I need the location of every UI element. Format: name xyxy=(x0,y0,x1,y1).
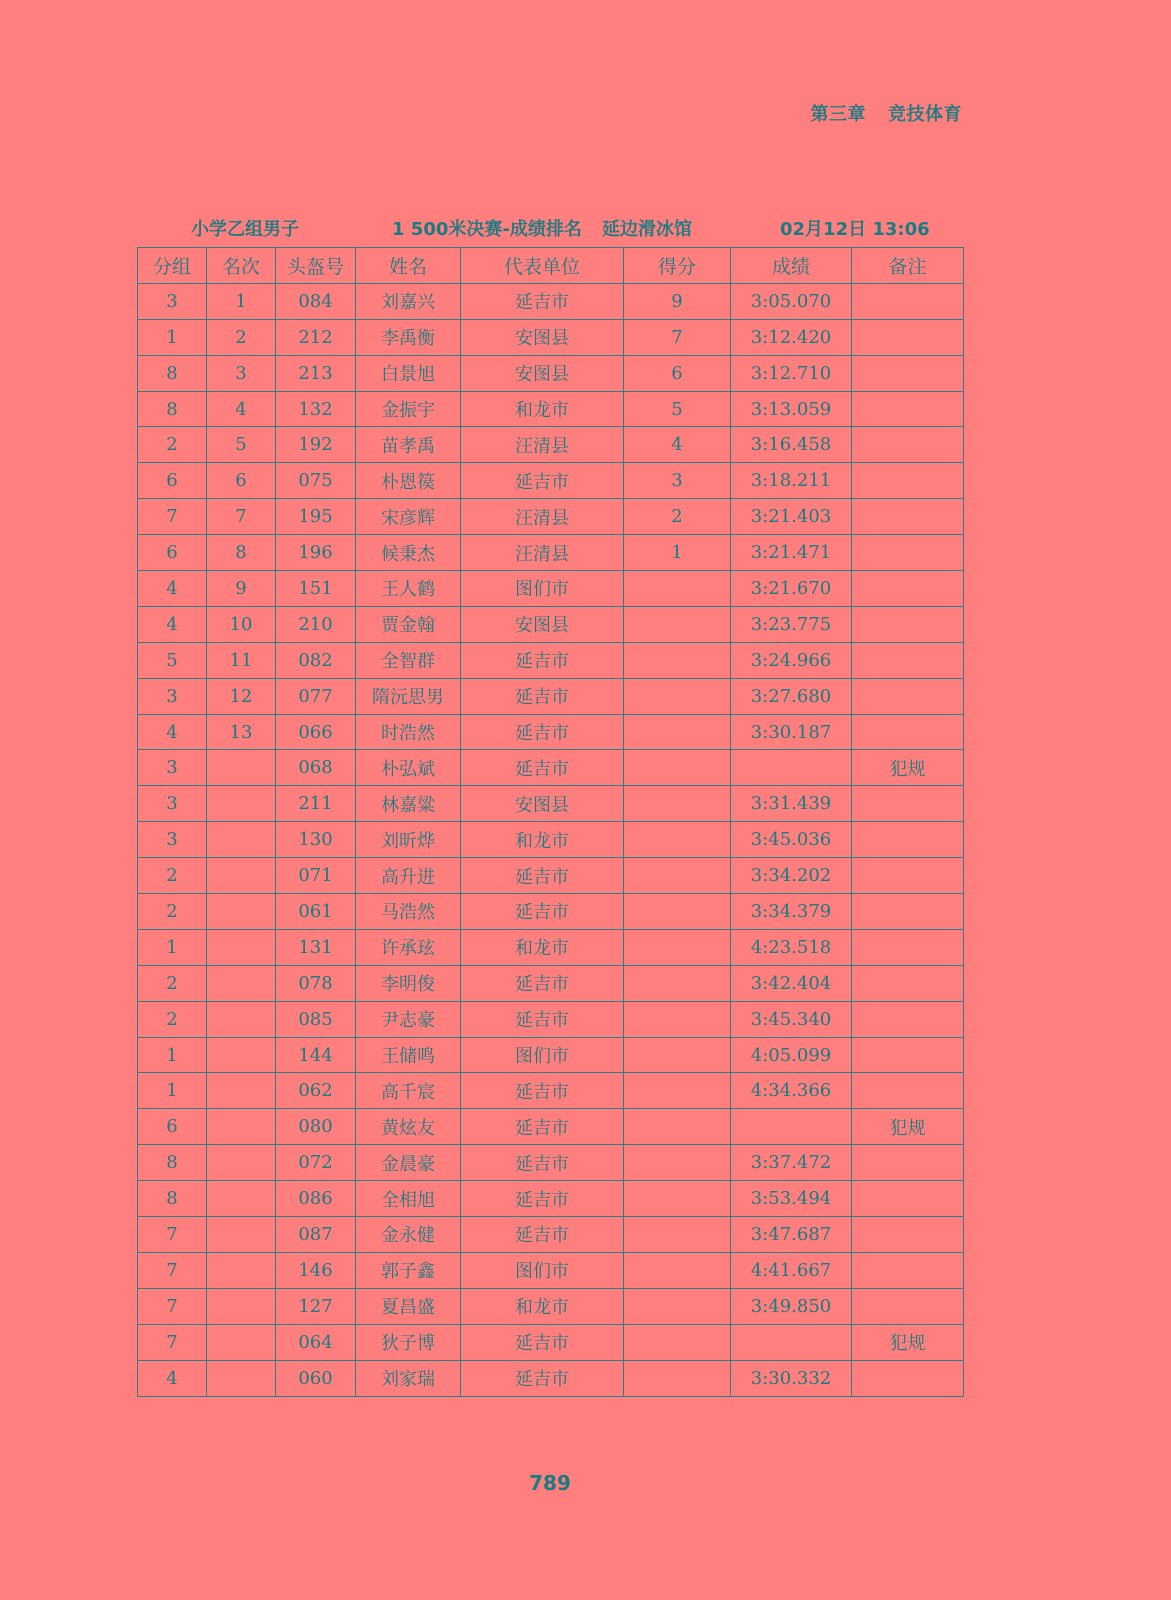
helmet-number-cell: 062 xyxy=(276,1073,356,1109)
remark-cell xyxy=(852,463,964,499)
helmet-number-cell: 064 xyxy=(276,1324,356,1360)
time-cell: 4:34.366 xyxy=(731,1073,852,1109)
time-cell: 3:42.404 xyxy=(731,965,852,1001)
rank-cell: 13 xyxy=(207,714,276,750)
helmet-number-cell: 212 xyxy=(276,319,356,355)
time-cell: 3:23.775 xyxy=(731,606,852,642)
unit-cell: 延吉市 xyxy=(461,894,624,930)
table-row xyxy=(138,1252,964,1288)
time-cell: 3:45.036 xyxy=(731,822,852,858)
table-row xyxy=(138,750,964,786)
group-cell: 6 xyxy=(138,463,207,499)
name-cell: 刘昕烨 xyxy=(356,822,461,858)
remark-cell: 犯规 xyxy=(852,1324,964,1360)
unit-cell: 和龙市 xyxy=(461,929,624,965)
table-row xyxy=(138,1360,964,1396)
helmet-number-cell: 082 xyxy=(276,642,356,678)
remark-cell xyxy=(852,355,964,391)
results-body xyxy=(138,283,964,1396)
helmet-number-cell: 151 xyxy=(276,571,356,607)
unit-cell: 延吉市 xyxy=(461,1145,624,1181)
remark-cell xyxy=(852,499,964,535)
table-row xyxy=(138,858,964,894)
score-cell: 3 xyxy=(624,463,731,499)
remark-cell xyxy=(852,571,964,607)
time-cell xyxy=(731,750,852,786)
rank-cell xyxy=(207,965,276,1001)
helmet-number-cell: 068 xyxy=(276,750,356,786)
caption-time: 02月12日 13:06 xyxy=(780,219,930,240)
unit-cell: 延吉市 xyxy=(461,858,624,894)
rank-cell xyxy=(207,1109,276,1145)
column-header: 备注 xyxy=(852,248,964,284)
score-cell xyxy=(624,1001,731,1037)
score-cell xyxy=(624,606,731,642)
rank-cell: 2 xyxy=(207,319,276,355)
rank-cell xyxy=(207,929,276,965)
rank-cell: 1 xyxy=(207,283,276,319)
unit-cell: 安图县 xyxy=(461,355,624,391)
rank-cell xyxy=(207,858,276,894)
name-cell: 王人鹤 xyxy=(356,571,461,607)
name-cell: 黄炫友 xyxy=(356,1109,461,1145)
name-cell: 贾金翰 xyxy=(356,606,461,642)
column-header: 代表单位 xyxy=(461,248,624,284)
caption-venue: 延边滑冰馆 xyxy=(602,219,692,240)
page-number: 789 xyxy=(529,1471,571,1495)
helmet-number-cell: 127 xyxy=(276,1288,356,1324)
score-cell xyxy=(624,894,731,930)
remark-cell: 犯规 xyxy=(852,1109,964,1145)
group-cell: 8 xyxy=(138,1181,207,1217)
helmet-number-cell: 086 xyxy=(276,1181,356,1217)
rank-cell xyxy=(207,1252,276,1288)
name-cell: 时浩然 xyxy=(356,714,461,750)
group-cell: 3 xyxy=(138,822,207,858)
rank-cell xyxy=(207,750,276,786)
group-cell: 2 xyxy=(138,427,207,463)
remark-cell xyxy=(852,1252,964,1288)
table-row xyxy=(138,355,964,391)
unit-cell: 图们市 xyxy=(461,1037,624,1073)
column-header: 成绩 xyxy=(731,248,852,284)
time-cell: 3:27.680 xyxy=(731,678,852,714)
unit-cell: 安图县 xyxy=(461,786,624,822)
group-cell: 4 xyxy=(138,571,207,607)
helmet-number-cell: 080 xyxy=(276,1109,356,1145)
helmet-number-cell: 146 xyxy=(276,1252,356,1288)
group-cell: 7 xyxy=(138,499,207,535)
helmet-number-cell: 060 xyxy=(276,1360,356,1396)
unit-cell: 延吉市 xyxy=(461,463,624,499)
unit-cell: 延吉市 xyxy=(461,965,624,1001)
group-cell: 8 xyxy=(138,1145,207,1181)
name-cell: 李明俊 xyxy=(356,965,461,1001)
time-cell: 4:05.099 xyxy=(731,1037,852,1073)
rank-cell xyxy=(207,894,276,930)
score-cell xyxy=(624,786,731,822)
score-cell xyxy=(624,965,731,1001)
name-cell: 苗孝禹 xyxy=(356,427,461,463)
remark-cell xyxy=(852,822,964,858)
time-cell: 3:24.966 xyxy=(731,642,852,678)
group-cell: 7 xyxy=(138,1324,207,1360)
unit-cell: 和龙市 xyxy=(461,1288,624,1324)
remark-cell xyxy=(852,858,964,894)
name-cell: 宋彦辉 xyxy=(356,499,461,535)
score-cell xyxy=(624,1360,731,1396)
section-title: 竞技体育 xyxy=(888,104,962,125)
group-cell: 6 xyxy=(138,535,207,571)
rank-cell: 5 xyxy=(207,427,276,463)
time-cell: 4:41.667 xyxy=(731,1252,852,1288)
remark-cell xyxy=(852,1288,964,1324)
time-cell: 3:18.211 xyxy=(731,463,852,499)
unit-cell: 延吉市 xyxy=(461,714,624,750)
score-cell: 4 xyxy=(624,427,731,463)
score-cell: 1 xyxy=(624,535,731,571)
score-cell xyxy=(624,642,731,678)
unit-cell: 延吉市 xyxy=(461,1217,624,1253)
remark-cell xyxy=(852,894,964,930)
rank-cell xyxy=(207,1360,276,1396)
table-row xyxy=(138,929,964,965)
unit-cell: 延吉市 xyxy=(461,678,624,714)
rank-cell xyxy=(207,1037,276,1073)
remark-cell xyxy=(852,535,964,571)
score-cell: 9 xyxy=(624,283,731,319)
score-cell xyxy=(624,1145,731,1181)
table-row xyxy=(138,1181,964,1217)
group-cell: 4 xyxy=(138,1360,207,1396)
unit-cell: 延吉市 xyxy=(461,1360,624,1396)
helmet-number-cell: 144 xyxy=(276,1037,356,1073)
table-row xyxy=(138,283,964,319)
score-cell xyxy=(624,1288,731,1324)
group-cell: 1 xyxy=(138,319,207,355)
helmet-number-cell: 210 xyxy=(276,606,356,642)
unit-cell: 安图县 xyxy=(461,606,624,642)
rank-cell: 10 xyxy=(207,606,276,642)
score-cell xyxy=(624,571,731,607)
name-cell: 朴恩篌 xyxy=(356,463,461,499)
helmet-number-cell: 075 xyxy=(276,463,356,499)
time-cell: 3:34.379 xyxy=(731,894,852,930)
score-cell xyxy=(624,750,731,786)
helmet-number-cell: 211 xyxy=(276,786,356,822)
group-cell: 8 xyxy=(138,391,207,427)
score-cell: 6 xyxy=(624,355,731,391)
helmet-number-cell: 084 xyxy=(276,283,356,319)
rank-cell xyxy=(207,1324,276,1360)
name-cell: 朴弘斌 xyxy=(356,750,461,786)
time-cell: 3:37.472 xyxy=(731,1145,852,1181)
group-cell: 5 xyxy=(138,642,207,678)
name-cell: 李禹衡 xyxy=(356,319,461,355)
rank-cell: 4 xyxy=(207,391,276,427)
time-cell: 4:23.518 xyxy=(731,929,852,965)
score-cell xyxy=(624,1073,731,1109)
score-cell xyxy=(624,1252,731,1288)
helmet-number-cell: 072 xyxy=(276,1145,356,1181)
table-row xyxy=(138,1001,964,1037)
group-cell: 3 xyxy=(138,750,207,786)
rank-cell xyxy=(207,1073,276,1109)
helmet-number-cell: 077 xyxy=(276,678,356,714)
name-cell: 马浩然 xyxy=(356,894,461,930)
time-cell: 3:21.403 xyxy=(731,499,852,535)
score-cell: 7 xyxy=(624,319,731,355)
name-cell: 全智群 xyxy=(356,642,461,678)
table-row xyxy=(138,391,964,427)
score-cell xyxy=(624,714,731,750)
table-caption xyxy=(137,215,963,241)
score-cell: 2 xyxy=(624,499,731,535)
rank-cell: 9 xyxy=(207,571,276,607)
remark-cell xyxy=(852,678,964,714)
table-row xyxy=(138,535,964,571)
group-cell: 2 xyxy=(138,858,207,894)
time-cell: 3:13.059 xyxy=(731,391,852,427)
column-header: 分组 xyxy=(138,248,207,284)
chapter-header xyxy=(811,100,963,126)
time-cell: 3:30.187 xyxy=(731,714,852,750)
helmet-number-cell: 192 xyxy=(276,427,356,463)
time-cell: 3:49.850 xyxy=(731,1288,852,1324)
time-cell: 3:05.070 xyxy=(731,283,852,319)
score-cell xyxy=(624,929,731,965)
time-cell: 3:47.687 xyxy=(731,1217,852,1253)
remark-cell: 犯规 xyxy=(852,750,964,786)
group-cell: 1 xyxy=(138,1073,207,1109)
group-cell: 1 xyxy=(138,1037,207,1073)
caption-event: 1 500米决赛-成绩排名 xyxy=(392,219,582,240)
helmet-number-cell: 196 xyxy=(276,535,356,571)
group-cell: 7 xyxy=(138,1252,207,1288)
score-cell xyxy=(624,678,731,714)
table-row xyxy=(138,1288,964,1324)
unit-cell: 和龙市 xyxy=(461,822,624,858)
time-cell: 3:45.340 xyxy=(731,1001,852,1037)
table-row xyxy=(138,1324,964,1360)
rank-cell: 11 xyxy=(207,642,276,678)
unit-cell: 安图县 xyxy=(461,319,624,355)
helmet-number-cell: 131 xyxy=(276,929,356,965)
table-row xyxy=(138,1109,964,1145)
remark-cell xyxy=(852,391,964,427)
helmet-number-cell: 195 xyxy=(276,499,356,535)
name-cell: 全相旭 xyxy=(356,1181,461,1217)
table-row xyxy=(138,319,964,355)
remark-cell xyxy=(852,1037,964,1073)
rank-cell: 3 xyxy=(207,355,276,391)
rank-cell xyxy=(207,1217,276,1253)
name-cell: 狄子博 xyxy=(356,1324,461,1360)
remark-cell xyxy=(852,1360,964,1396)
rank-cell: 6 xyxy=(207,463,276,499)
group-cell: 3 xyxy=(138,786,207,822)
rank-cell xyxy=(207,1288,276,1324)
rank-cell xyxy=(207,1181,276,1217)
unit-cell: 延吉市 xyxy=(461,283,624,319)
table-row xyxy=(138,965,964,1001)
rank-cell: 8 xyxy=(207,535,276,571)
group-cell: 7 xyxy=(138,1217,207,1253)
name-cell: 高千宸 xyxy=(356,1073,461,1109)
column-header: 名次 xyxy=(207,248,276,284)
remark-cell xyxy=(852,606,964,642)
score-cell xyxy=(624,822,731,858)
rank-cell xyxy=(207,822,276,858)
table-row xyxy=(138,1037,964,1073)
helmet-number-cell: 061 xyxy=(276,894,356,930)
score-cell: 5 xyxy=(624,391,731,427)
name-cell: 许承玹 xyxy=(356,929,461,965)
table-row xyxy=(138,606,964,642)
table-row xyxy=(138,642,964,678)
column-header: 得分 xyxy=(624,248,731,284)
time-cell: 3:21.471 xyxy=(731,535,852,571)
unit-cell: 延吉市 xyxy=(461,1001,624,1037)
time-cell: 3:16.458 xyxy=(731,427,852,463)
group-cell: 2 xyxy=(138,894,207,930)
remark-cell xyxy=(852,929,964,965)
unit-cell: 延吉市 xyxy=(461,1109,624,1145)
group-cell: 7 xyxy=(138,1288,207,1324)
group-cell: 2 xyxy=(138,1001,207,1037)
remark-cell xyxy=(852,965,964,1001)
rank-cell xyxy=(207,1001,276,1037)
unit-cell: 汪清县 xyxy=(461,535,624,571)
name-cell: 金晨豪 xyxy=(356,1145,461,1181)
remark-cell xyxy=(852,427,964,463)
unit-cell: 图们市 xyxy=(461,571,624,607)
remark-cell xyxy=(852,1073,964,1109)
unit-cell: 汪清县 xyxy=(461,499,624,535)
score-cell xyxy=(624,1181,731,1217)
helmet-number-cell: 085 xyxy=(276,1001,356,1037)
name-cell: 白景旭 xyxy=(356,355,461,391)
table-row xyxy=(138,427,964,463)
table-row xyxy=(138,678,964,714)
name-cell: 候秉杰 xyxy=(356,535,461,571)
score-cell xyxy=(624,858,731,894)
time-cell: 3:12.710 xyxy=(731,355,852,391)
group-cell: 4 xyxy=(138,714,207,750)
column-header: 头盔号 xyxy=(276,248,356,284)
unit-cell: 延吉市 xyxy=(461,750,624,786)
group-cell: 2 xyxy=(138,965,207,1001)
rank-cell xyxy=(207,786,276,822)
remark-cell xyxy=(852,642,964,678)
helmet-number-cell: 087 xyxy=(276,1217,356,1253)
name-cell: 夏昌盛 xyxy=(356,1288,461,1324)
time-cell xyxy=(731,1109,852,1145)
unit-cell: 延吉市 xyxy=(461,1073,624,1109)
group-cell: 3 xyxy=(138,283,207,319)
remark-cell xyxy=(852,1181,964,1217)
name-cell: 金永健 xyxy=(356,1217,461,1253)
time-cell: 3:53.494 xyxy=(731,1181,852,1217)
score-cell xyxy=(624,1217,731,1253)
remark-cell xyxy=(852,283,964,319)
group-cell: 6 xyxy=(138,1109,207,1145)
table-row xyxy=(138,894,964,930)
unit-cell: 延吉市 xyxy=(461,1181,624,1217)
table-row xyxy=(138,822,964,858)
time-cell xyxy=(731,1324,852,1360)
helmet-number-cell: 066 xyxy=(276,714,356,750)
remark-cell xyxy=(852,1145,964,1181)
name-cell: 金振宇 xyxy=(356,391,461,427)
table-row xyxy=(138,714,964,750)
remark-cell xyxy=(852,786,964,822)
unit-cell: 汪清县 xyxy=(461,427,624,463)
remark-cell xyxy=(852,1217,964,1253)
name-cell: 郭子鑫 xyxy=(356,1252,461,1288)
name-cell: 刘嘉兴 xyxy=(356,283,461,319)
rank-cell: 7 xyxy=(207,499,276,535)
header-row xyxy=(138,248,964,284)
name-cell: 高升进 xyxy=(356,858,461,894)
table-row xyxy=(138,1145,964,1181)
score-cell xyxy=(624,1324,731,1360)
rank-cell: 12 xyxy=(207,678,276,714)
group-cell: 8 xyxy=(138,355,207,391)
score-cell xyxy=(624,1037,731,1073)
helmet-number-cell: 130 xyxy=(276,822,356,858)
unit-cell: 延吉市 xyxy=(461,1324,624,1360)
time-cell: 3:34.202 xyxy=(731,858,852,894)
name-cell: 林嘉粱 xyxy=(356,786,461,822)
remark-cell xyxy=(852,1001,964,1037)
helmet-number-cell: 213 xyxy=(276,355,356,391)
time-cell: 3:30.332 xyxy=(731,1360,852,1396)
remark-cell xyxy=(852,319,964,355)
name-cell: 刘家瑞 xyxy=(356,1360,461,1396)
helmet-number-cell: 078 xyxy=(276,965,356,1001)
score-cell xyxy=(624,1109,731,1145)
rank-cell xyxy=(207,1145,276,1181)
results-table xyxy=(137,247,964,1397)
helmet-number-cell: 071 xyxy=(276,858,356,894)
helmet-number-cell: 132 xyxy=(276,391,356,427)
time-cell: 3:31.439 xyxy=(731,786,852,822)
table-row xyxy=(138,786,964,822)
unit-cell: 延吉市 xyxy=(461,642,624,678)
unit-cell: 图们市 xyxy=(461,1252,624,1288)
table-row xyxy=(138,571,964,607)
column-header: 姓名 xyxy=(356,248,461,284)
name-cell: 隋沅思男 xyxy=(356,678,461,714)
name-cell: 尹志豪 xyxy=(356,1001,461,1037)
table-row xyxy=(138,1073,964,1109)
group-cell: 4 xyxy=(138,606,207,642)
table-row xyxy=(138,463,964,499)
table-row xyxy=(138,499,964,535)
name-cell: 王储鸣 xyxy=(356,1037,461,1073)
time-cell: 3:21.670 xyxy=(731,571,852,607)
table-row xyxy=(138,1217,964,1253)
chapter-title: 第三章 xyxy=(810,104,866,125)
unit-cell: 和龙市 xyxy=(461,391,624,427)
group-cell: 1 xyxy=(138,929,207,965)
time-cell: 3:12.420 xyxy=(731,319,852,355)
remark-cell xyxy=(852,714,964,750)
caption-group: 小学乙组男子 xyxy=(191,219,299,240)
group-cell: 3 xyxy=(138,678,207,714)
